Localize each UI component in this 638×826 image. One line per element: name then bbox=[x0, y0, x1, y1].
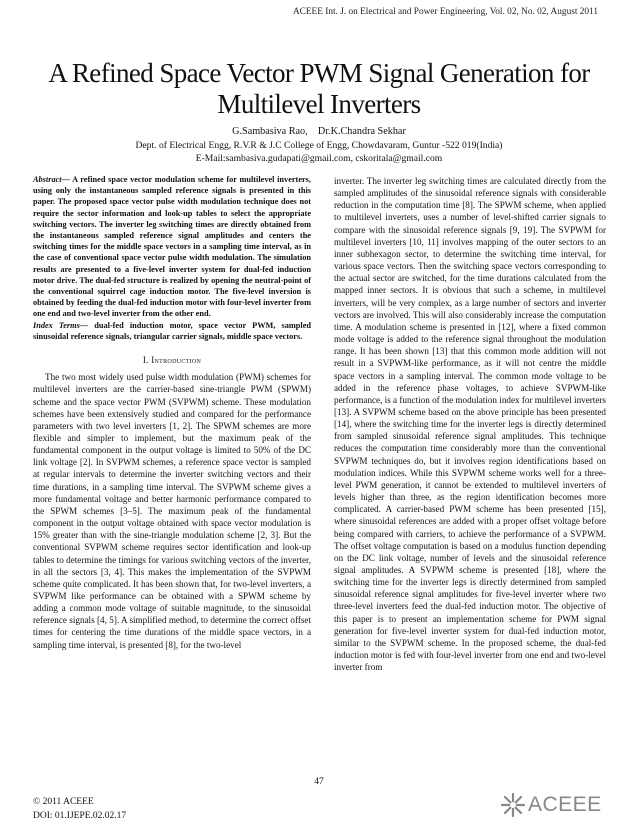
right-column bbox=[334, 175, 606, 673]
abstract-label: Abstract— bbox=[33, 175, 70, 184]
copyright-notice: © 2011 ACEEE bbox=[33, 797, 94, 807]
section-numeral: I. bbox=[142, 355, 149, 366]
introduction-paragraph-right: inverter. The inverter leg switching times are calculated directly from the sampled amplitudes of the sinusoidal reference signals with considerable reduction in the computation time [8]. The SPWM scheme, when applied to multilevel inverters, uses a number of level-shifted carrier signals to compare with the sinusoidal reference signals [9, 19]. The SVPWM for multilevel inverters [10, 11] involves mapping of the outer sectors to an inner subhexagon sector, to determine the switching time interval, for various space vectors. Then the switching space vectors corresponding to the actual sector are switched, for the time durations calculated from the mapped inner sectors. It is obvious that such a scheme, in multilevel inverters, will be very complex, as a large number of sectors and inverter vectors are involved. This will also considerably increase the computation time. A modulation scheme is presented in [12], where a fixed common mode voltage is added to the reference signal throughout the modulation range. It has been shown [13] that this common mode addition will not result in a SVPWM-like performance, as it will not centre the middle space vectors in a sampling interval. The common mode voltage to be added in the reference phase voltages, to achieve SVPWM-like performance, is a function of the modulation index for multilevel inverters [13]. A SVPWM scheme based on the above principle has been presented [14], where the switching time for the inverter legs is directly determined from sampled sinusoidal reference signal amplitudes. This technique reduces the computation time considerably more than the conventional SVPWM techniques do, but it involves region identifications based on modulation indices. While this SVPWM scheme works well for a three-level PWM generation, it cannot be extended to multilevel inverters of levels higher than three, as the region identification becomes more complicated. A carrier-based PWM scheme has been presented [15], where sinusoidal references are added with a proper offset voltage before being compared with carriers, to achieve the performance of a SVPWM. The offset voltage computation is based on a modulus function depending on the DC link voltage, number of levels and the sinusoidal reference signal amplitudes. A SVPWM scheme is presented [18], where the switching time for the inverter legs is directly determined from sampled sinusoidal reference signal amplitudes for five-level inverter where two three-level inverters feed the dual-fed induction motor. The objective of this paper is to present an implementation scheme for PWM signal generation for five-level inverter system for dual-fed induction motor, similar to the SVPWM scheme. In the proposed scheme, the dual-fed induction motor is fed with four-level inverter from one end and two-level inverter from bbox=[334, 176, 606, 673]
logo-text: ACEEE bbox=[528, 793, 602, 816]
paper-title-line1: A Refined Space Vector PWM Signal Generation for bbox=[48, 58, 590, 88]
affiliation: Dept. of Electrical Engg, R.V.R & J.C College of Engg, Chowdavaram, Guntur -522 019(India) bbox=[135, 140, 503, 151]
paper-title bbox=[20, 58, 618, 120]
doi: DOI: 01.IJEPE.02.02.17 bbox=[33, 811, 127, 821]
page-number: 47 bbox=[314, 777, 324, 787]
section-title: Introduction bbox=[151, 355, 202, 366]
index-terms-label: Index Terms— bbox=[33, 320, 89, 330]
left-column bbox=[33, 174, 311, 651]
aceee-logo bbox=[500, 792, 602, 818]
paper-title-line2: Multilevel Inverters bbox=[217, 89, 421, 119]
section-heading-introduction bbox=[33, 354, 311, 366]
journal-header: ACEEE Int. J. on Electrical and Power Engineering, Vol. 02, No. 02, August 2011 bbox=[292, 7, 598, 17]
introduction-paragraph-left: The two most widely used pulse width modulation (PWM) schemes for multilevel inverters are the carrier-based sine-triangle PWM (SPWM) scheme and the space vector PWM (SVPWM) scheme. These modulation schemes have been extensively studied and compared for the performance parameters with two level inverters [1, 2]. The SPWM schemes are more flexible and simpler to implement, but the maximum peak of the fundamental component in the output voltage is limited to 50% of the DC link voltage [2]. In SVPWM schemes, a reference space vector is sampled at regular intervals to determine the inverter switching vectors and their time durations, in a sampling time interval. The SVPWM scheme gives a more fundamental voltage and better harmonic performance compared to the SPWM schemes [3–5]. The maximum peak of the fundamental component in the output voltage obtained with space vector modulation is 15% greater than with the sine-triangle modulation scheme [2, 3]. But the conventional SVPWM scheme requires sector identification and look-up tables to determine the timings for various switching vectors of the inverter, in all the sectors [3, 4]. This makes the implementation of the SVPWM scheme quite complicated. It has been shown that, for two-level inverters, a SVPWM like performance can be obtained with a SPWM scheme by adding a common mode voltage of suitable magnitude, to the sinusoidal reference signals [4, 5]. A simplified method, to determine the correct offset times for centering the time durations of the middle space vectors, in a sampling time interval, is presented [8], for the two-level bbox=[33, 372, 311, 650]
index-terms bbox=[33, 320, 311, 342]
star-burst-icon bbox=[500, 792, 526, 818]
index-terms-text: dual-fed induction motor, space vector PWM, sampled sinusoidal reference signals, triangular carrier signals, middle space vectors. bbox=[33, 320, 312, 341]
authors: G.Sambasiva Rao, Dr.K.Chandra Sekhar bbox=[232, 126, 406, 137]
abstract bbox=[33, 174, 311, 320]
abstract-text: A refined space vector modulation scheme for multilevel inverters, using only the instantaneous sampled reference signals is presented in this paper. The proposed space vector pulse width modulation technique does not require the sector information and look-up tables to select the appropriate switching vectors. The inverter leg switching times are directly obtained from the instantaneous sampled reference signal amplitudes and centers the switching times for the middle space vectors in a sampling time interval, as in the case of conventional space vector pulse width modulation. The simulation results are presented to a five-level inverter system for dual-fed induction motor drive. The dual-fed structure is realized by opening the neutral-point of the conventional squirrel cage induction motor. The five-level inversion is obtained by feeding the dual-fed induction motor with four-level inverter from one end and two-level inverter from the other end. bbox=[33, 175, 311, 319]
author-emails: E-Mail:sambasiva.gudapati@gmail.com, cskoritala@gmail.com bbox=[195, 153, 443, 164]
